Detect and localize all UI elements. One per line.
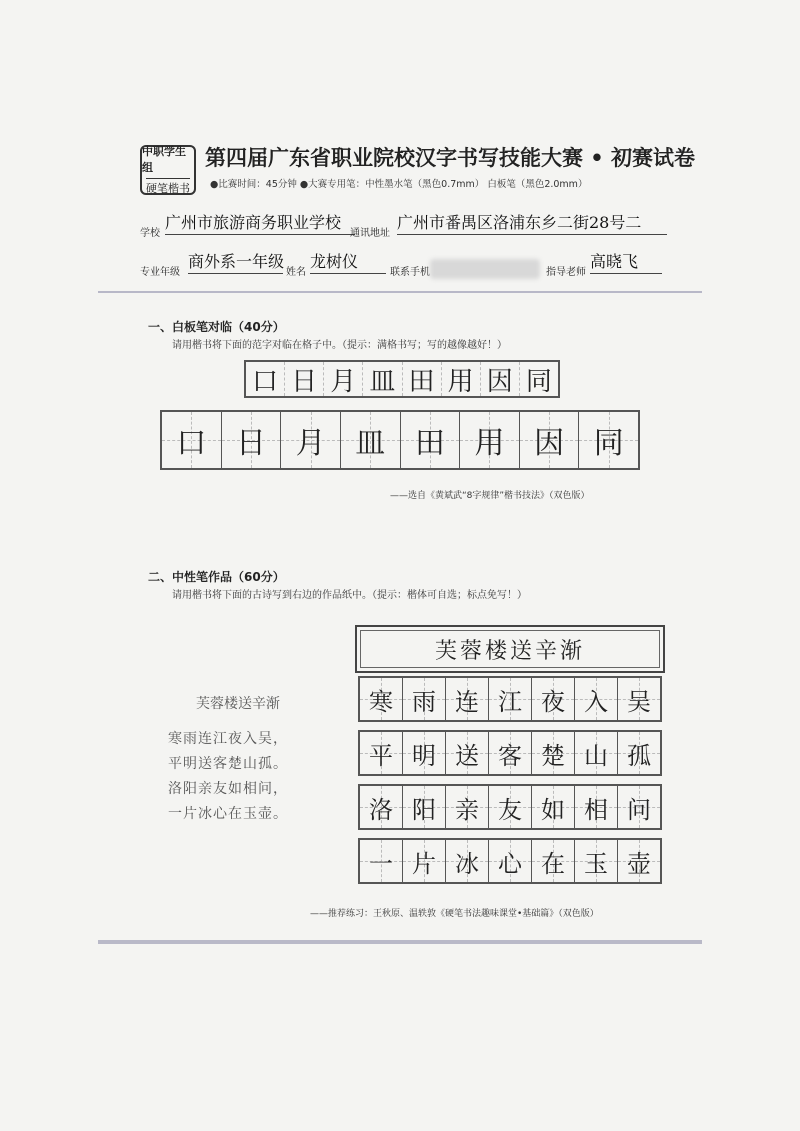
redacted-phone (430, 259, 540, 279)
section1-title: 一、白板笔对临（40分） (148, 320, 285, 334)
grid-cell (222, 412, 282, 468)
grid-cell (489, 678, 532, 720)
exam-subtitle: ●比赛时间：45分钟 ●大赛专用笔：中性墨水笔（黑色0.7mm） 白板笔（黑色2.0mm） (210, 179, 588, 190)
written-char: 心 (498, 849, 522, 878)
major-value: 商外系一年级 (188, 251, 283, 274)
grid-cell (532, 840, 575, 882)
written-char: 友 (498, 795, 522, 824)
poem-title-written: 芙蓉楼送辛渐 (434, 638, 585, 664)
poem-row (358, 676, 662, 722)
grid-cell (360, 840, 403, 882)
written-char: 田 (414, 426, 445, 461)
reference-poem-line: 寒雨连江夜入吴， (168, 731, 288, 747)
written-char: 皿 (355, 426, 386, 461)
written-char: 同 (593, 426, 624, 461)
grid-cell (532, 732, 575, 774)
footer-divider (98, 940, 702, 944)
written-char: 夜 (541, 687, 565, 716)
written-char: 玉 (584, 849, 608, 878)
header-divider (98, 291, 702, 293)
model-char: 同 (525, 366, 552, 397)
written-char: 阳 (412, 795, 436, 824)
badge-bottom-label: 硬笔楷书 (146, 181, 190, 195)
written-char: 壶 (627, 849, 651, 878)
written-char: 问 (627, 795, 651, 824)
practice-grid (160, 410, 640, 470)
poem-row (358, 838, 662, 884)
written-char: 楚 (541, 741, 565, 770)
written-char: 亲 (455, 795, 479, 824)
grid-cell (360, 732, 403, 774)
model-char: 田 (403, 362, 442, 396)
grid-cell (618, 678, 660, 720)
written-char: 如 (541, 795, 565, 824)
written-char: 入 (584, 687, 608, 716)
major-label: 专业年级 (140, 267, 180, 278)
written-char: 平 (369, 741, 393, 770)
name-value: 龙树仪 (310, 251, 386, 274)
reference-poem-line: 一片冰心在玉壶。 (168, 806, 288, 822)
grid-cell (489, 786, 532, 828)
grid-cell (360, 786, 403, 828)
grid-cell (360, 678, 403, 720)
reference-poem-title: 芙蓉楼送辛渐 (196, 696, 280, 712)
model-char: 口 (246, 362, 285, 396)
poem-title-box (355, 625, 665, 673)
grid-cell (489, 840, 532, 882)
section1-instruction: 请用楷书将下面的范字对临在格子中。（提示：满格书写；写的越像越好！） (172, 340, 507, 351)
written-char: 口 (176, 426, 207, 461)
phone-label: 联系手机 (390, 267, 430, 278)
reference-poem-line: 平明送客楚山孤。 (168, 756, 288, 772)
written-char: 相 (584, 795, 608, 824)
model-char: 用 (442, 362, 481, 396)
name-label: 姓名 (286, 267, 306, 278)
model-char: 皿 (363, 362, 402, 396)
grid-cell (618, 732, 660, 774)
written-char: 寒 (369, 687, 393, 716)
grid-cell (403, 840, 446, 882)
section2-title: 二、中性笔作品（60分） (148, 570, 285, 584)
model-char: 月 (324, 362, 363, 396)
grid-cell (579, 412, 638, 468)
written-char: 吴 (627, 687, 651, 716)
grid-cell (575, 786, 618, 828)
grid-cell (162, 412, 222, 468)
written-char: 日 (235, 426, 266, 461)
written-char: 片 (412, 849, 436, 878)
teacher-label: 指导老师 (546, 267, 586, 278)
grid-cell (575, 678, 618, 720)
grid-cell (532, 678, 575, 720)
address-value: 广州市番禺区洛浦东乡二街28号二 (397, 212, 667, 235)
written-char: 在 (541, 849, 565, 878)
group-badge (140, 145, 196, 195)
written-char: 因 (534, 426, 565, 461)
written-char: 江 (498, 687, 522, 716)
model-characters (244, 360, 560, 398)
exam-title: 第四届广东省职业院校汉字书写技能大赛 • 初赛试卷 (205, 146, 696, 170)
grid-cell (532, 786, 575, 828)
teacher-value: 高晓飞 (590, 251, 662, 274)
written-char: 送 (455, 741, 479, 770)
grid-cell (446, 786, 489, 828)
grid-cell (403, 786, 446, 828)
written-char: 客 (498, 741, 522, 770)
grid-cell (489, 732, 532, 774)
written-char: 山 (584, 741, 608, 770)
grid-cell (446, 678, 489, 720)
section2-credit: ——推荐练习：王秋原、温轶敦《硬笔书法趣味课堂•基础篇》（双色版） (310, 909, 599, 919)
written-char: 一 (369, 849, 393, 878)
badge-divider (146, 178, 190, 179)
section1-credit: ——选自《黄斌武“8字规律”楷书技法》（双色版） (390, 491, 590, 501)
written-char: 雨 (412, 687, 436, 716)
grid-cell (341, 412, 401, 468)
poem-row (358, 784, 662, 830)
school-value: 广州市旅游商务职业学校 (165, 212, 355, 235)
grid-cell (575, 732, 618, 774)
reference-poem-line: 洛阳亲友如相问， (168, 781, 288, 797)
written-char: 连 (455, 687, 479, 716)
poem-row (358, 730, 662, 776)
grid-cell (460, 412, 520, 468)
written-char: 冰 (455, 849, 479, 878)
grid-cell (520, 412, 580, 468)
written-char: 洛 (369, 795, 393, 824)
grid-cell (446, 840, 489, 882)
badge-top-label: 中职学生组 (142, 144, 186, 174)
grid-cell (575, 840, 618, 882)
grid-cell (403, 678, 446, 720)
grid-cell (281, 412, 341, 468)
grid-cell (618, 786, 660, 828)
grid-cell (446, 732, 489, 774)
written-char: 孤 (627, 741, 651, 770)
school-label: 学校 (140, 228, 160, 239)
written-char: 月 (295, 426, 326, 461)
grid-cell (618, 840, 660, 882)
grid-cell (403, 732, 446, 774)
written-char: 用 (474, 426, 505, 461)
section2-instruction: 请用楷书将下面的古诗写到右边的作品纸中。（提示：楷体可自选；标点免写！） (172, 590, 527, 601)
model-char: 因 (481, 362, 520, 396)
address-label: 通讯地址 (350, 228, 390, 239)
grid-cell (401, 412, 461, 468)
written-char: 明 (412, 741, 436, 770)
model-char: 日 (285, 362, 324, 396)
